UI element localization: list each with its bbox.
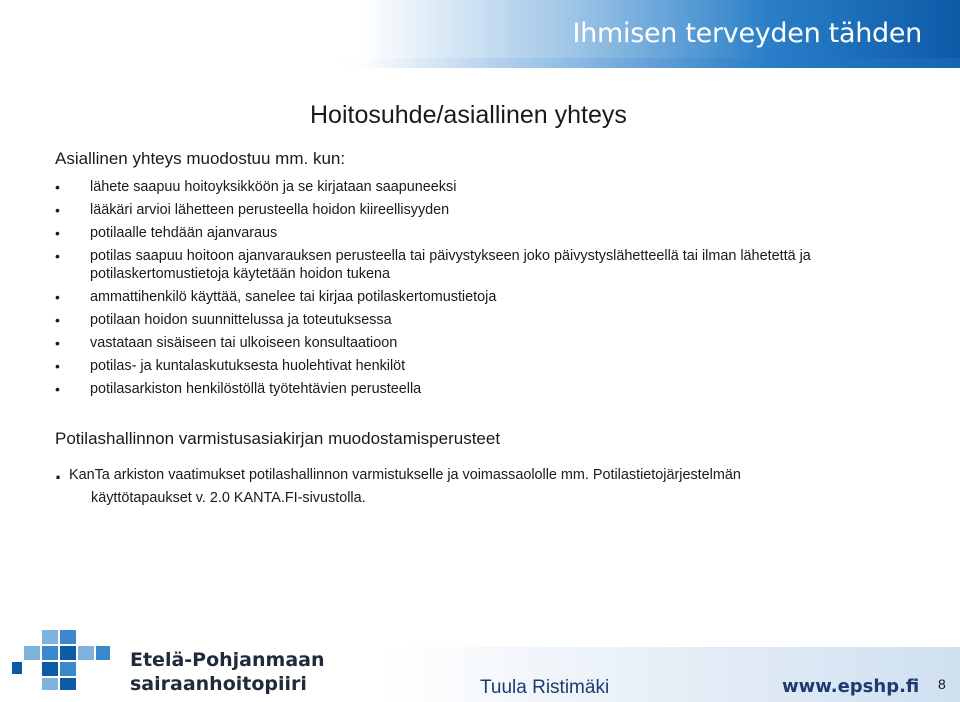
logo-line-1: Etelä-Pohjanmaan [130, 649, 325, 671]
note-line-2: käyttötapaukset v. 2.0 KANTA.FI-sivustolla. [91, 490, 366, 506]
list-item [55, 334, 915, 352]
bullet-icon: • [55, 225, 60, 241]
website-link[interactable]: www.epshp.fi [782, 676, 920, 697]
list-item [55, 247, 915, 283]
bullet-icon: • [55, 381, 60, 397]
cross-logo-icon [12, 628, 112, 690]
note-marker: . [55, 459, 62, 484]
list-item [55, 178, 915, 196]
header-banner [0, 0, 960, 68]
presenter-name: Tuula Ristimäki [480, 677, 610, 698]
list-item-text: vastataan sisäiseen tai ulkoiseen konsultaatioon [90, 335, 398, 351]
list-item-text: potilasarkiston henkilöstöllä työtehtävien perusteella [90, 381, 422, 397]
bullet-icon: • [55, 248, 60, 264]
list-item-text: potilaalle tehdään ajanvaraus [90, 225, 278, 241]
list-item [55, 311, 915, 329]
list-item [55, 224, 915, 242]
bullet-list [55, 178, 915, 403]
slogan: Ihmisen terveyden tähden [572, 18, 922, 49]
list-item [55, 288, 915, 306]
bullet-icon: • [55, 312, 60, 328]
intro-text: Asiallinen yhteys muodostuu mm. kun: [55, 149, 346, 168]
section-heading: Potilashallinnon varmistusasiakirjan muodostamisperusteet [55, 429, 501, 448]
bullet-icon: • [55, 179, 60, 195]
bullet-icon: • [55, 358, 60, 374]
organization-logo-text [130, 648, 325, 696]
page-number: 8 [938, 676, 946, 692]
note-paragraph [55, 459, 905, 510]
note-line-1: KanTa arkiston vaatimukset potilashallinnon varmistukselle ja voimassaololle mm. Potilastietojärjestelmän [69, 467, 741, 483]
list-item-text: potilaan hoidon suunnittelussa ja toteutuksessa [90, 312, 392, 328]
list-item-text: potilas- ja kuntalaskutuksesta huolehtivat henkilöt [90, 358, 406, 374]
list-item-text: lähete saapuu hoitoyksikköön ja se kirjataan saapuneeksi [90, 179, 457, 195]
list-item-text: lääkäri arvioi lähetteen perusteella hoidon kiireellisyyden [90, 202, 450, 218]
list-item [55, 357, 915, 375]
list-item-text: ammattihenkilö käyttää, sanelee tai kirjaa potilaskertomustietoja [90, 289, 497, 305]
logo-line-2: sairaanhoitopiiri [130, 673, 307, 695]
list-item [55, 201, 915, 219]
bullet-icon: • [55, 202, 60, 218]
bullet-icon: • [55, 335, 60, 351]
slide-title: Hoitosuhde/asiallinen yhteys [310, 101, 627, 129]
list-item-text: potilas saapuu hoitoon ajanvarauksen perusteella tai päivystykseen joko päivystyslähetteellä tai ilman lähetettä ja potilaskertomustietoja käytetään hoidon tukena [90, 248, 811, 282]
list-item [55, 380, 915, 398]
bullet-icon: • [55, 289, 60, 305]
